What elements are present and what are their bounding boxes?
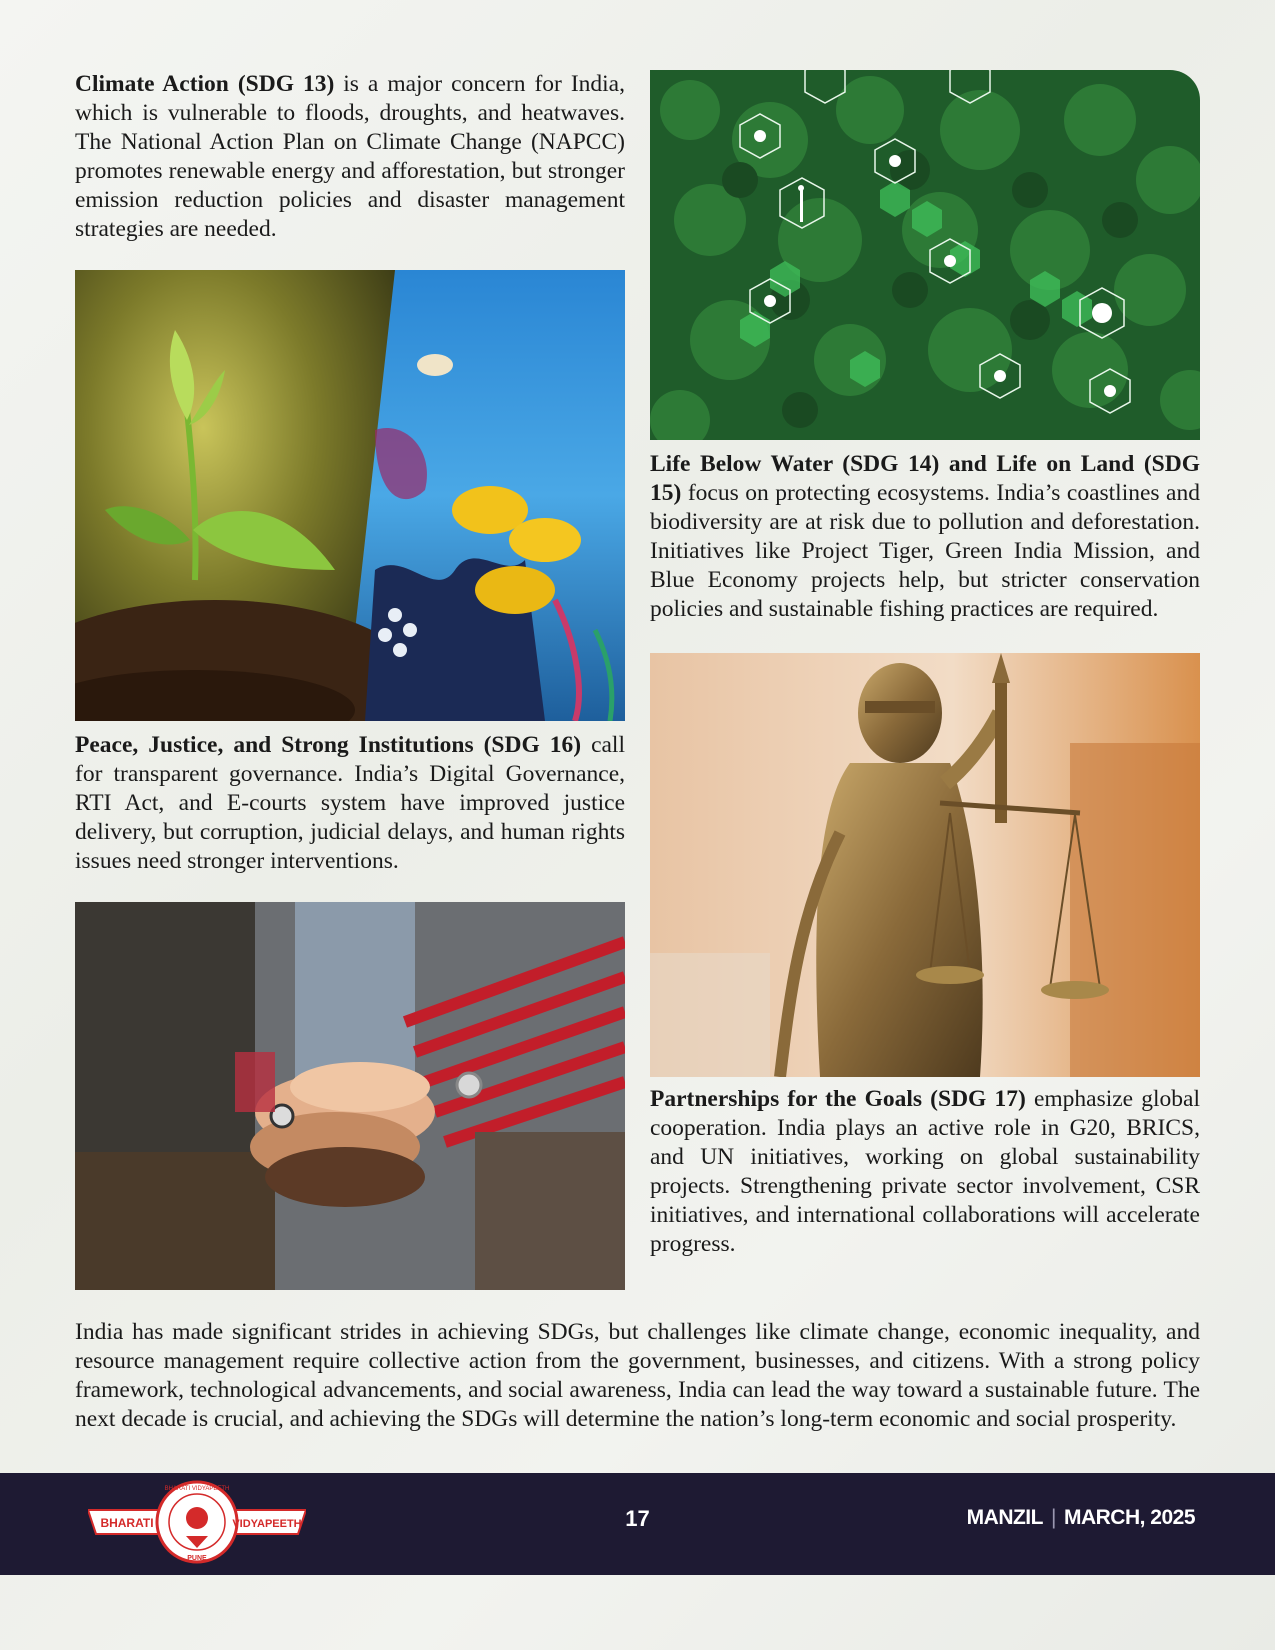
right-column [650, 70, 1200, 1259]
climate-paragraph [75, 70, 625, 260]
conclusion-paragraph: India has made significant strides in achieving SDGs, but challenges like climate change, economic inequality, and resource management require collective action from the government, businesses, and citizens. With a strong policy framework, technological advancements, and social awareness, India can lead the way toward a sustainable future. The next decade is crucial, and achieving the SDGs will determine the nation’s long-term economic and social prosperity. [75, 1319, 1200, 1432]
forest-tech-image [650, 70, 1200, 440]
plant-ocean-image [75, 270, 625, 721]
partnerships-title: Partnerships for the Goals (SDG 17) [650, 1086, 1026, 1112]
hands-together-image [75, 902, 625, 1290]
life-title: Life Below Water (SDG 14) and Life on Land (SDG 15) [650, 451, 1200, 506]
partnerships-text: emphasize global cooperation. India plays an active role in G20, BRICS, and UN initiatives, working on global sustainability projects. Strengthening private sector involvement, CSR initiatives, and international collaborations will accelerate progress. [650, 1086, 1200, 1257]
life-text: focus on protecting ecosystems. India’s coastlines and biodiversity are at risk due to pollution and deforestation. Initiatives like Project Tiger, Green India Mission, and Blue Economy projects help, but stricter conservation policies and sustainable fishing practices are required. [650, 480, 1200, 622]
page-number: 17 [625, 1506, 650, 1531]
peace-text: call for transparent governance. India’s Digital Governance, RTI Act, and E-courts system have improved justice delivery, but corruption, judicial delays, and human rights issues need stronger interventions. [75, 732, 625, 874]
peace-title: Peace, Justice, and Strong Institutions (SDG 16) [75, 732, 582, 758]
separator: | [1050, 1506, 1056, 1529]
lady-justice-image [650, 653, 1200, 1077]
peace-paragraph [75, 731, 625, 895]
logo-left-text: BHARATI [100, 1516, 154, 1530]
magazine-name: MANZIL [966, 1506, 1043, 1529]
issue-date: MARCH, 2025 [1063, 1506, 1195, 1529]
logo-right-text: VIDYAPEETH [232, 1518, 302, 1530]
climate-text: is a major concern for India, which is vulnerable to floods, droughts, and heatwaves. The National Action Plan on Climate Change (NAPCC) promotes renewable energy and afforestation, but stronger emission reduction policies and disaster management strategies are needed. [75, 71, 625, 242]
left-column [75, 70, 625, 1290]
magazine-issue [967, 1506, 1195, 1530]
partnerships-paragraph [650, 1085, 1200, 1259]
logo-arc-text: BHARATI VIDYAPEETH [164, 1486, 230, 1492]
life-paragraph [650, 450, 1200, 644]
logo-bottom-text: PUNE [187, 1555, 207, 1562]
climate-title: Climate Action (SDG 13) [75, 71, 335, 97]
